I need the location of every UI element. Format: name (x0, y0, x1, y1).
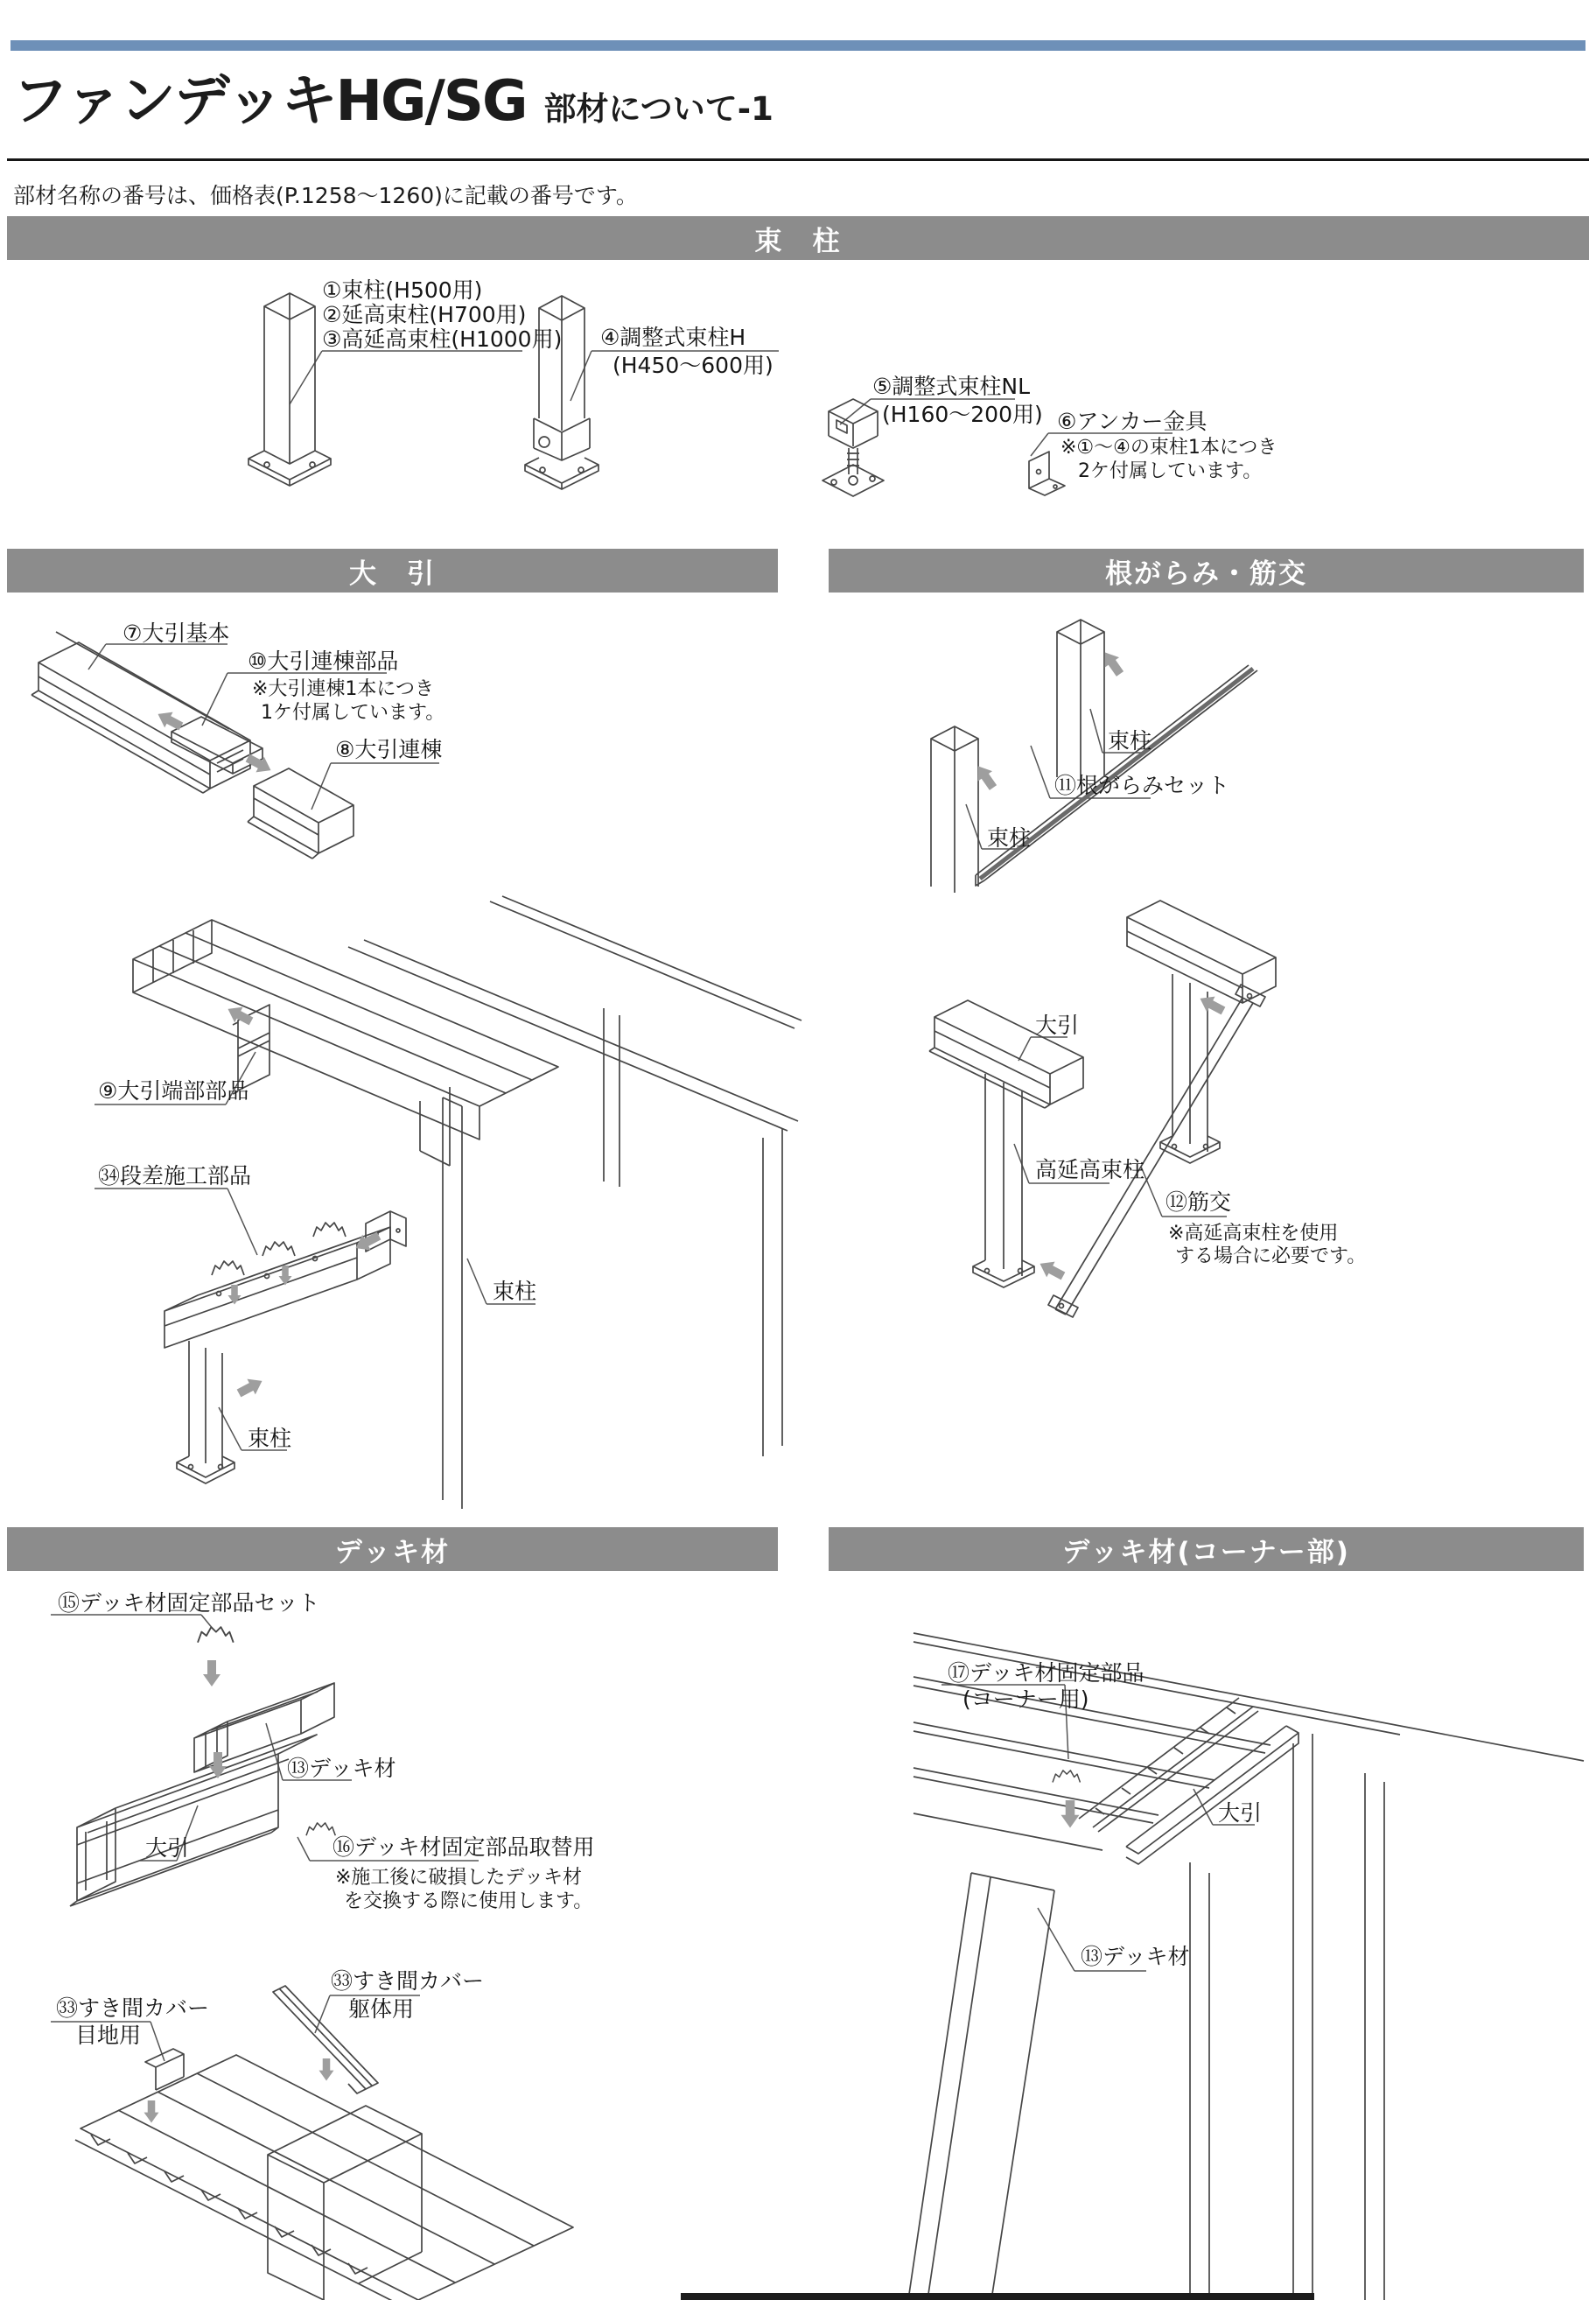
label-post-h1000: ③高延高束柱(H1000用) (322, 326, 563, 352)
section-header-decking-corner: デッキ材(コーナー部) (829, 1527, 1584, 1571)
label-girder-joint: ⑧大引連棟 (335, 737, 443, 762)
section-header-girders: 大 引 (7, 549, 778, 593)
label-deck-fix-replace: ⑯デッキ材固定部品取替用 (332, 1834, 595, 1860)
drawing-post-adjustable-h (525, 296, 598, 489)
arrow-icon (1098, 648, 1128, 679)
label-deck-fix-set: ⑮デッキ材固定部品セット (58, 1590, 320, 1616)
arrow-icon (279, 1266, 292, 1286)
label-brace: ⑫筋交 (1166, 1189, 1232, 1215)
label-gap-cover-a2: 目地用 (75, 2023, 142, 2048)
label-post-h500: ①束柱(H500用) (322, 277, 483, 303)
label-adj-post-nl-range: (H160〜200用) (882, 402, 1043, 427)
section-header-bracing: 根がらみ・筋交 (829, 549, 1584, 593)
drawing-girder-joint-plate (172, 717, 262, 774)
label-deck-b: ⑬デッキ材 (1081, 1944, 1190, 1969)
label-brace-note1: ※高延高束柱を使用 (1168, 1223, 1339, 1245)
label-post-c: 束柱 (1108, 728, 1152, 754)
arrow-icon (224, 1001, 256, 1029)
label-anchor-note2: 2ケ付属しています。 (1078, 460, 1263, 482)
label-deck-fix-corner1: ⑰デッキ材固定部品 (948, 1660, 1144, 1686)
drawing-deck-plank-assembly (133, 920, 558, 1166)
label-girder-a: 大引 (1035, 1013, 1080, 1038)
label-deck-fix-replace-note1: ※施工後に破損したデッキ材 (335, 1867, 582, 1889)
page-title-sub: 部材について-1 (543, 90, 774, 128)
arrow-icon (971, 761, 1001, 793)
drawing-brace-girder-left (929, 1000, 1083, 1287)
page-note: 部材名称の番号は、価格表(P.1258〜1260)に記載の番号です。 (13, 183, 638, 208)
drawing-girder-under-deck (70, 1735, 317, 1906)
next-section-bar-cutoff (681, 2293, 1314, 2300)
label-gap-cover-b2: 躯体用 (348, 1996, 415, 2022)
corner-section-art (908, 1633, 1584, 2300)
arrow-icon (1036, 1256, 1068, 1284)
label-brace-note2: する場合に必要です。 (1175, 1245, 1367, 1267)
arrow-icon (319, 2058, 334, 2081)
drawing-anchor-bracket (1029, 452, 1065, 495)
drawing-girder-basic (32, 632, 250, 793)
drawing-corner-deck-plank (908, 1873, 1054, 2300)
drawing-brace-girder-right (1127, 901, 1276, 1163)
page-title-main: ファンデッキHG/SG (12, 69, 527, 134)
arrow-icon (203, 1660, 220, 1686)
arrow-icon (1061, 1800, 1080, 1828)
direction-arrows (144, 648, 1228, 2123)
label-anchor: ⑥アンカー金具 (1057, 409, 1208, 434)
section-header-posts: 束 柱 (7, 216, 1589, 260)
label-deck-a: ⑬デッキ材 (287, 1756, 396, 1781)
drawing-corner-clip (1053, 1771, 1080, 1783)
section-header-decking: デッキ材 (7, 1527, 778, 1571)
label-adj-post-h-range: (H450〜600用) (612, 353, 774, 378)
label-girder-end-part: ⑨大引端部部品 (98, 1078, 249, 1104)
label-girder-b: 大引 (145, 1835, 190, 1861)
label-gap-cover-b1: ㉝すき間カバー (331, 1968, 485, 1994)
label-girder-c: 大引 (1218, 1800, 1263, 1826)
decking-section-art (70, 1627, 573, 2300)
drawing-post-basic (248, 293, 331, 486)
label-adj-post-nl: ⑤調整式束柱NL (872, 374, 1031, 399)
label-negarami-set: ⑪根がらみセット (1054, 773, 1230, 798)
arrow-icon (243, 750, 275, 778)
label-post-b: 束柱 (493, 1279, 537, 1304)
arrow-icon (234, 1373, 266, 1401)
label-step-part: ㉞段差施工部品 (98, 1163, 252, 1189)
label-girder-joint-note2: 1ケ付属しています。 (261, 702, 445, 724)
drawing-deck-corner-perspective (348, 896, 802, 1509)
label-adj-post-h: ④調整式束柱H (600, 325, 746, 350)
drawing-replacement-clip (306, 1823, 335, 1835)
arrow-icon (154, 706, 186, 734)
label-girder-joint-note1: ※大引連棟1本につき (252, 678, 434, 700)
label-post-h700: ②延高束柱(H700用) (322, 302, 527, 327)
arrow-icon (144, 2100, 159, 2123)
drawing-girder-joint-beam (248, 768, 354, 859)
label-post-a: 束柱 (248, 1426, 292, 1451)
label-post-d: 束柱 (987, 825, 1032, 851)
label-deck-fix-replace-note2: を交換する際に使用します。 (344, 1890, 593, 1912)
label-gap-cover-a1: ㉝すき間カバー (56, 1995, 210, 2021)
drawing-corner-girder (1098, 1711, 1384, 2300)
label-anchor-note1: ※①〜④の束柱1本につき (1060, 437, 1278, 459)
label-girder-basic: ⑦大引基本 (122, 621, 230, 646)
label-girder-joint-part: ⑩大引連棟部品 (248, 649, 399, 674)
arrow-icon (1196, 991, 1228, 1019)
drawing-deck-fixing-clip (198, 1627, 234, 1643)
label-deck-fix-corner2: (コーナー用) (962, 1686, 1089, 1712)
label-tall-post: 高延高束柱 (1035, 1157, 1145, 1182)
